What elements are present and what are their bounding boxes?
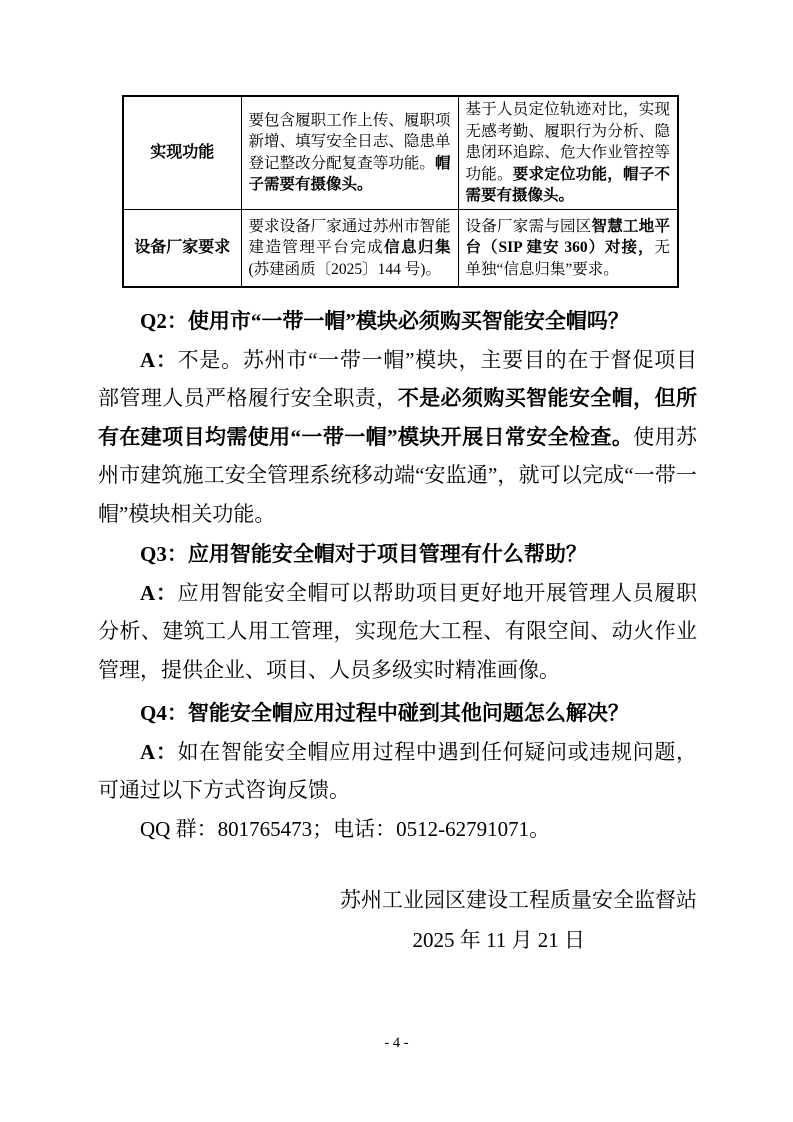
row-label-vendor: 设备厂家要求: [123, 209, 241, 287]
spec-comparison-table: [122, 95, 679, 288]
features-park-cell: [458, 96, 678, 209]
table-row-features: [123, 96, 678, 209]
page-number: - 4 -: [384, 1035, 409, 1051]
text-run: 要求设备厂家通过苏州市智能建造管理平台完成: [248, 217, 451, 256]
question-q2: Q2：使用市“一带一帽”模块必须购买智能安全帽吗？: [140, 309, 629, 333]
text-run: 不是必须购买智能安全帽，但所有在建项目均需使用“一带一帽”模块开展日常安全检查。: [98, 386, 697, 449]
text-run: 智慧工地平台（SIP 建安 360）对接，: [465, 217, 670, 256]
text-run: 设备厂家需与园区: [465, 217, 592, 235]
text-run: 信息归集: [384, 239, 451, 256]
row-label-features: 实现功能: [123, 96, 241, 209]
text-run: 无单独“信息归集”要求。: [465, 239, 670, 278]
answer-q4: [98, 733, 697, 810]
text-run: 基于人员定位轨迹对比，实现无感考勤、履职行为分析、隐患闭环追踪、危大作业管控等功能。: [465, 101, 670, 183]
signature-date: 2025 年 11 月 21 日: [412, 927, 585, 952]
text-run: 使用苏州市建筑施工安全管理系统移动端“安监通”，就可以完成“一带一帽”模块相关功能。: [98, 424, 698, 526]
vendor-city-cell: [241, 209, 458, 287]
text-run: (苏建函质〔2025〕144 号)。: [248, 260, 441, 278]
table-row-vendor: [123, 209, 678, 287]
text-run: A：: [140, 739, 178, 764]
text-run: 如在智能安全帽应用过程中遇到任何疑问或违规问题，可通过以下方式咨询反馈。: [98, 739, 697, 802]
features-city-cell: [241, 96, 458, 209]
answer-q3: [98, 574, 697, 690]
page-content: [98, 95, 697, 959]
text-run: A：: [140, 347, 178, 372]
text-run: 不是。苏州市“一带一帽”模块，主要目的在于督促项目部管理人员严格履行安全职责，: [98, 347, 698, 410]
text-run: 要包含履职工作上传、履职项新增、填写安全日志、隐患单登记整改分配复查等功能。: [248, 111, 451, 172]
question-q3: Q3：应用智能安全帽对于项目管理有什么帮助？: [140, 542, 587, 566]
answer-q2: [98, 341, 697, 534]
text-run: A：: [140, 580, 178, 605]
contact-line: QQ 群：801765473；电话：0512-62791071。: [140, 816, 551, 841]
text-run: 应用智能安全帽可以帮助项目更好地开展管理人员履职分析、建筑工人用工管理，实现危大工程、有限空间、动火作业管理，提供企业、项目、人员多级实时精准画像。: [98, 580, 697, 682]
text-run: 帽子需要有摄像头。: [248, 154, 451, 194]
text-run: 要求定位功能，帽子不需要有摄像头。: [465, 165, 670, 204]
vendor-park-cell: [458, 209, 678, 287]
signature-org: 苏州工业园区建设工程质量安全监督站: [340, 888, 697, 912]
question-q4: Q4：智能安全帽应用过程中碰到其他问题怎么解决？: [140, 701, 629, 725]
